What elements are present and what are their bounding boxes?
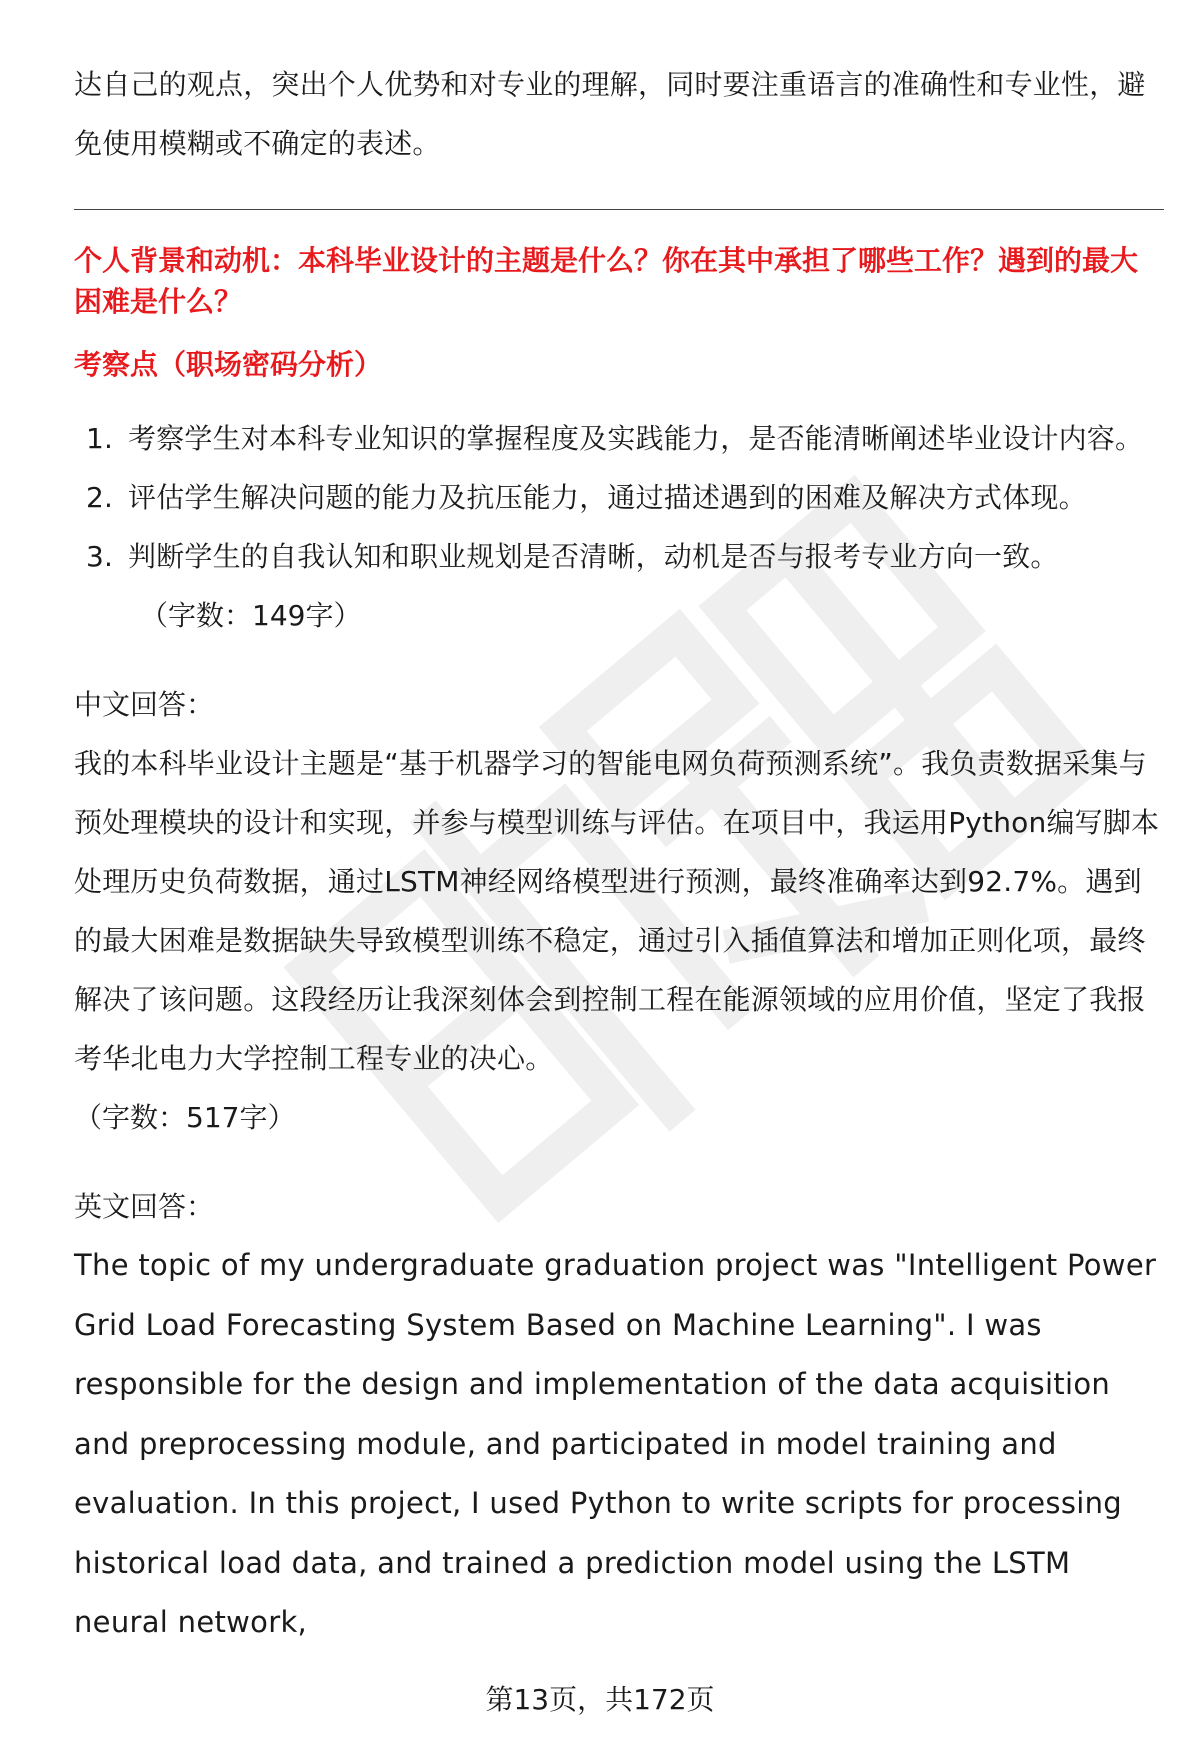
chinese-answer-label: 中文回答： [74, 688, 215, 721]
page-number-footer: 第13页，共172页 [485, 1683, 715, 1716]
list-item-text: 判断学生的自我认知和职业规划是否清晰，动机是否与报考专业方向一致。 [128, 540, 1059, 573]
list-item [74, 409, 1164, 468]
chinese-answer-text: 我的本科毕业设计主题是“基于机器学习的智能电网负荷预测系统”。我负责数据采集与预处理模块的设计和实现，并参与模型训练与评估。在项目中，我运用Python编写脚本处理历史负荷数据，通过LSTM神经网络模型进行预测，最终准确率达到92.7%。遇到的最大困难是数据缺失导致模型训练不稳定，通过引入插值算法和增加正则化项，最终解决了该问题。这段经历让我深刻体会到控制工程在能源领域的应用价值，坚定了我报考华北电力大学控制工程专业的决心。 [74, 747, 1160, 1075]
list-item-number: 2. [86, 481, 114, 514]
exam-points-word-count: （字数：149字） [140, 599, 362, 632]
question-title: 个人背景和动机：本科毕业设计的主题是什么？你在其中承担了哪些工作？遇到的最大困难是什么？ [74, 244, 1139, 318]
list-item-text: 考察学生对本科专业知识的掌握程度及实践能力，是否能清晰阐述毕业设计内容。 [128, 422, 1144, 455]
list-item [74, 468, 1164, 527]
list-item-number: 1. [86, 422, 114, 455]
section-divider [74, 209, 1164, 210]
list-item-text: 评估学生解决问题的能力及抗压能力，通过描述遇到的困难及解决方式体现。 [128, 481, 1087, 514]
list-item [74, 527, 1164, 586]
exam-points-list [74, 409, 1164, 586]
list-item-number: 3. [86, 540, 114, 573]
english-answer-label: 英文回答： [74, 1190, 215, 1223]
exam-points-heading: 考察点（职场密码分析） [74, 348, 383, 381]
page-content [74, 55, 1164, 1653]
intro-continuation: 达自己的观点，突出个人优势和对专业的理解，同时要注重语言的准确性和专业性，避免使用模糊或不确定的表述。 [74, 68, 1146, 160]
chinese-answer-word-count: （字数：517字） [74, 1101, 296, 1134]
english-answer-text: The topic of my undergraduate graduation project was "Intelligent Power Grid Load Forecasting System Based on Machine Learning". I was responsible for the design and implementation of the data acquisition and preprocessing module, and participated in model training and evaluation. In this project, I used Python to write scripts for processing historical load data, and trained a prediction model using the LSTM neural network, [74, 1248, 1157, 1639]
